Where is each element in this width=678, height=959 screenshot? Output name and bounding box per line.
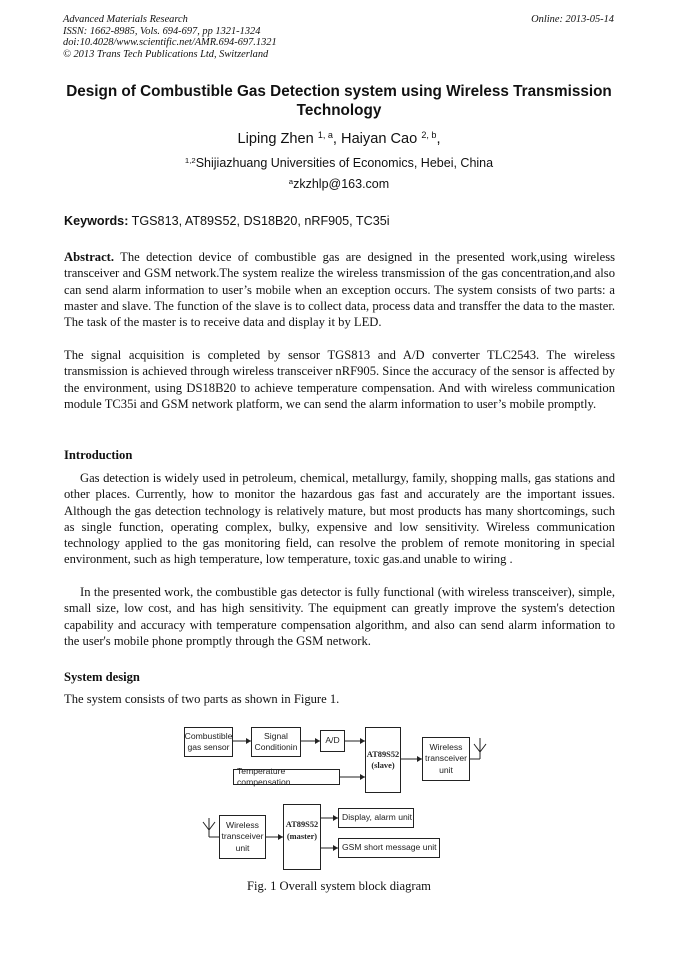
author-2: Haiyan Cao	[341, 131, 418, 147]
email-text: zkzhlp@163.com	[293, 177, 390, 191]
author-1-affil: 1, a	[317, 130, 333, 141]
figure-caption: Fig. 1 Overall system block diagram	[247, 879, 431, 893]
introduction-paragraph-1: Gas detection is widely used in petroleum, chemical, metallurgy, family, shopping malls, gas stations and other places. Currently, how to monitor the hazardous gas fast and accurately are the important issues. Although the gas detection technology is relatively mature, but most products has many shortcomings, such as single function, operating complex, bulky, expensive and low sensitivity. Wireless communication technology applied to the gas monitoring field, can resolve the problem of remote monitoring in special environment, such as high temperature, low temperature, toxic gas.and unable to wiring .	[64, 471, 615, 567]
affiliation-text: Shijiazhuang Universities of Economics, Hebei, China	[195, 156, 494, 170]
display-alarm-block: Display, alarm unit	[338, 808, 414, 828]
slave-mcu-block	[365, 727, 401, 793]
gsm-message-block: GSM short message unit	[338, 838, 440, 858]
slave-wireless-block	[422, 737, 470, 781]
gas-sensor-line-1: Combustible	[184, 730, 233, 741]
abstract-paragraph-2: The signal acquisition is completed by sensor TGS813 and A/D converter TLC2543. The wireless transmission is achieved through wireless transceiver nRF905. Since the accuracy of the sensor is affected by the environment, using DS18B20 to achieve temperature compensation. And with wireless communication module TC35i and GSM network platform, we can send the alarm information to user’s mobile promptly.	[64, 348, 615, 411]
master-wireless-line-2: transceiver	[221, 831, 264, 842]
master-mcu-line-2: (master)	[286, 831, 318, 841]
slave-wireless-line-3: unit	[439, 764, 453, 775]
signal-conditioning-block	[251, 727, 301, 757]
master-wireless-line-1: Wireless	[226, 819, 259, 830]
journal-name: Advanced Materials Research	[63, 14, 188, 25]
ad-converter-block: A/D	[320, 730, 345, 752]
keywords-text: TGS813, AT89S52, DS18B20, nRF905, TC35i	[131, 214, 390, 228]
master-wireless-block	[219, 815, 266, 859]
slave-mcu-line-1: AT89S52	[366, 749, 400, 759]
email-sup: a	[288, 176, 294, 186]
master-mcu-line-1: AT89S52	[285, 820, 319, 829]
slave-wireless-line-2: transceiver	[424, 753, 468, 764]
keywords-label: Keywords:	[64, 214, 129, 228]
author-2-affil: 2, b	[421, 130, 437, 141]
slave-mcu-line-2: (slave)	[371, 761, 395, 770]
master-wireless-line-3: unit	[235, 842, 250, 853]
master-mcu-block	[283, 804, 321, 870]
author-1: Liping Zhen	[237, 131, 314, 147]
gas-sensor-block	[184, 727, 233, 757]
online-date: Online: 2013-05-14	[531, 14, 614, 25]
temperature-compensation-block: Temperature compensation	[233, 769, 340, 785]
authors: Liping Zhen $^{1, a}$, Haiyan Cao $^{2, b}$,	[237, 130, 441, 147]
system-design-paragraph: The system consists of two parts as shown in Figure 1.	[64, 692, 340, 706]
signal-conditioning-line-2: Conditionin	[254, 742, 298, 752]
system-design-heading: System design	[64, 670, 140, 684]
introduction-heading: Introduction	[64, 448, 133, 462]
paper-title: Design of Combustible Gas Detection system using Wireless Transmission Technology	[66, 83, 612, 119]
doi: doi:10.4028/www.scientific.net/AMR.694-697.1321	[63, 37, 277, 48]
signal-conditioning-line-1: Signal	[264, 730, 288, 741]
slave-wireless-line-1: Wireless	[429, 741, 463, 752]
affiliation-sup: 1,2	[184, 155, 196, 165]
gas-sensor-line-2: gas sensor	[187, 742, 230, 752]
copyright: © 2013 Trans Tech Publications Ltd, Switzerland	[63, 48, 269, 60]
abstract-label: Abstract.	[64, 250, 115, 264]
abstract-text-1: The detection device of combustible gas are designed in the presented work,using wireless transceiver and GSM network.The system realize the wireless transmission of the gas concentration,and also can send alarm information to user’s mobile when an exception occurs. The system consists of two parts: a master and slave. The function of the slave is to collect data, process data and transffer the data to the master. The task of the master is to receive data and display it by LED.	[64, 250, 616, 330]
introduction-paragraph-2: In the presented work, the combustible gas detector is fully functional (with wireless transceiver), simple, small size, low cost, and has high sensitivity. The equipment can greatly improve the system's detection capability and accuracy with temperature compensation algorithm, and also can send alarm information to the user's mobile phone promptly through the GSM network.	[64, 585, 615, 648]
issn: ISSN: 1662-8985, Vols. 694-697, pp 1321-1324	[63, 25, 261, 37]
